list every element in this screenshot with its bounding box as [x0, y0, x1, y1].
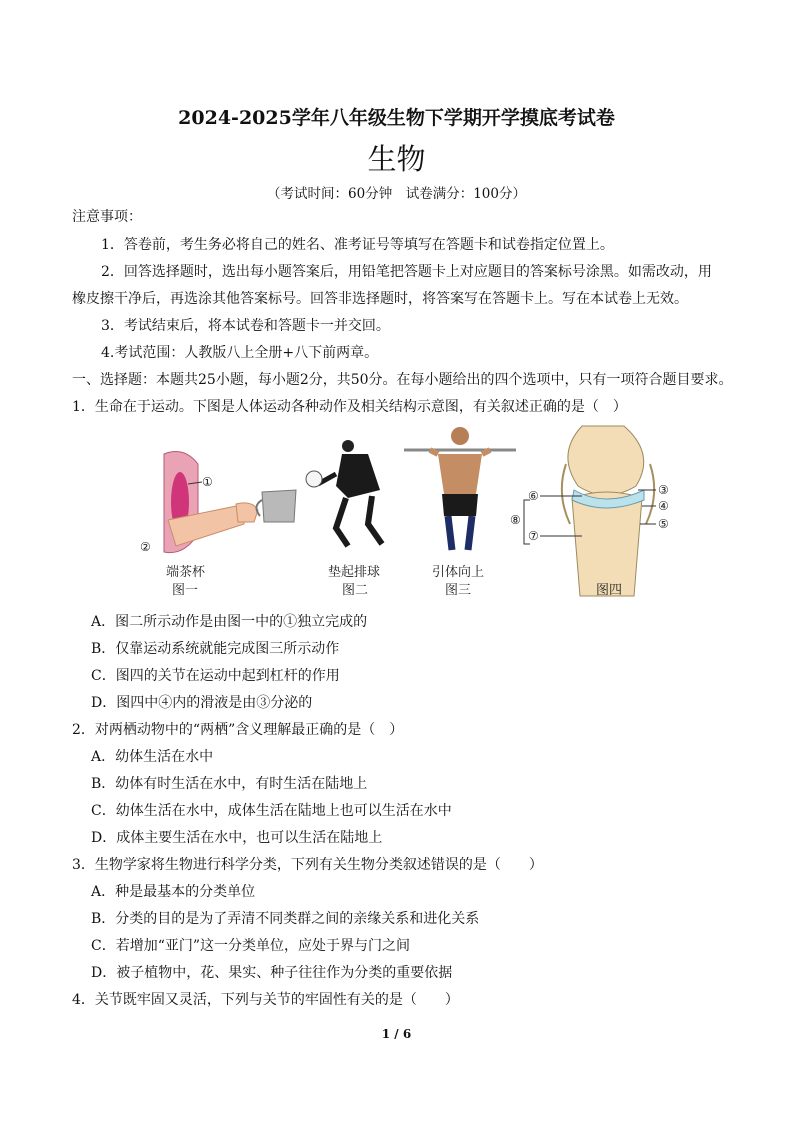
marker-8: ⑧	[510, 513, 521, 527]
option: A．种是最基本的分类单位	[91, 884, 256, 900]
figure-label-4: 图四	[596, 583, 623, 598]
question-stem: 3．生物学家将生物进行科学分类，下列有关生物分类叙述错误的是（ ）	[72, 857, 543, 873]
option: D．成体主要生活在水中，也可以生活在陆地上	[91, 830, 383, 846]
note-item: 2．回答选择题时，选出每小题答案后，用铅笔把答题卡上对应题目的答案标号涂黑。如需改动，用	[101, 264, 712, 280]
note-item: 4.考试范围：人教版八上全册+八下前两章。	[101, 345, 379, 361]
marker-3: ③	[658, 483, 669, 497]
caption-3: 引体向上	[432, 565, 485, 580]
marker-2: ②	[140, 540, 151, 554]
exam-title: 2024-2025学年八年级生物下学期开学摸底考试卷	[178, 107, 615, 129]
question-figure	[136, 424, 676, 602]
marker-4: ④	[658, 499, 669, 513]
page-number: 1 / 6	[381, 1027, 412, 1041]
question-stem: 2．对两栖动物中的“两栖”含义理解最正确的是（ ）	[72, 722, 404, 738]
marker-7: ⑦	[528, 529, 539, 543]
caption-1: 端茶杯	[166, 565, 206, 580]
exam-info: （考试时间：60分钟 试卷满分：100分）	[267, 186, 526, 202]
notes-heading: 注意事项：	[72, 209, 142, 225]
joint-diagram	[524, 426, 656, 596]
option: B．仅靠运动系统就能完成图三所示动作	[91, 641, 340, 657]
note-item: 橡皮擦干净后，再选涂其他答案标号。回答非选择题时，将答案写在答题卡上。写在本试卷上无效。	[72, 291, 688, 307]
option: C．图四的关节在运动中起到杠杆的作用	[91, 668, 340, 684]
option: C．幼体生活在水中，成体生活在陆地上也可以生活在水中	[91, 803, 452, 819]
option: A．图二所示动作是由图一中的①独立完成的	[91, 614, 368, 630]
option: D．被子植物中，花、果实、种子往往作为分类的重要依据	[91, 965, 453, 981]
figure-label-2: 图二	[342, 583, 369, 598]
marker-6: ⑥	[528, 489, 539, 503]
section-title: 一、选择题：本题共25小题，每小题2分，共50分。在每小题给出的四个选项中，只有一项符合题目要求。	[72, 372, 733, 388]
option: B．幼体有时生活在水中，有时生活在陆地上	[91, 776, 368, 792]
note-item: 3．考试结束后，将本试卷和答题卡一并交回。	[101, 318, 390, 334]
volleyball-figure	[306, 440, 382, 546]
option: B．分类的目的是为了弄清不同类群之间的亲缘关系和进化关系	[91, 911, 480, 927]
pullup-figure	[404, 427, 516, 550]
option: A．幼体生活在水中	[91, 749, 214, 765]
option: D．图四中④内的滑液是由③分泌的	[91, 695, 313, 711]
option: C．若增加“亚门”这一分类单位，应处于界与门之间	[91, 938, 411, 954]
note-item: 1．答卷前，考生务必将自己的姓名、准考证号等填写在答题卡和试卷指定位置上。	[101, 237, 614, 253]
caption-2: 垫起排球	[328, 565, 381, 580]
arm-cup-diagram	[164, 452, 296, 553]
subject-title: 生物	[367, 142, 426, 176]
figure-label-1: 图一	[172, 583, 199, 598]
marker-1: ①	[202, 475, 213, 489]
question-stem: 1．生命在于运动。下图是人体运动各种动作及相关结构示意图，有关叙述正确的是（ ）	[72, 399, 627, 415]
marker-5: ⑤	[658, 517, 669, 531]
figure-label-3: 图三	[445, 583, 472, 598]
question-stem: 4．关节既牢固又灵活，下列与关节的牢固性有关的是（ ）	[72, 992, 459, 1008]
